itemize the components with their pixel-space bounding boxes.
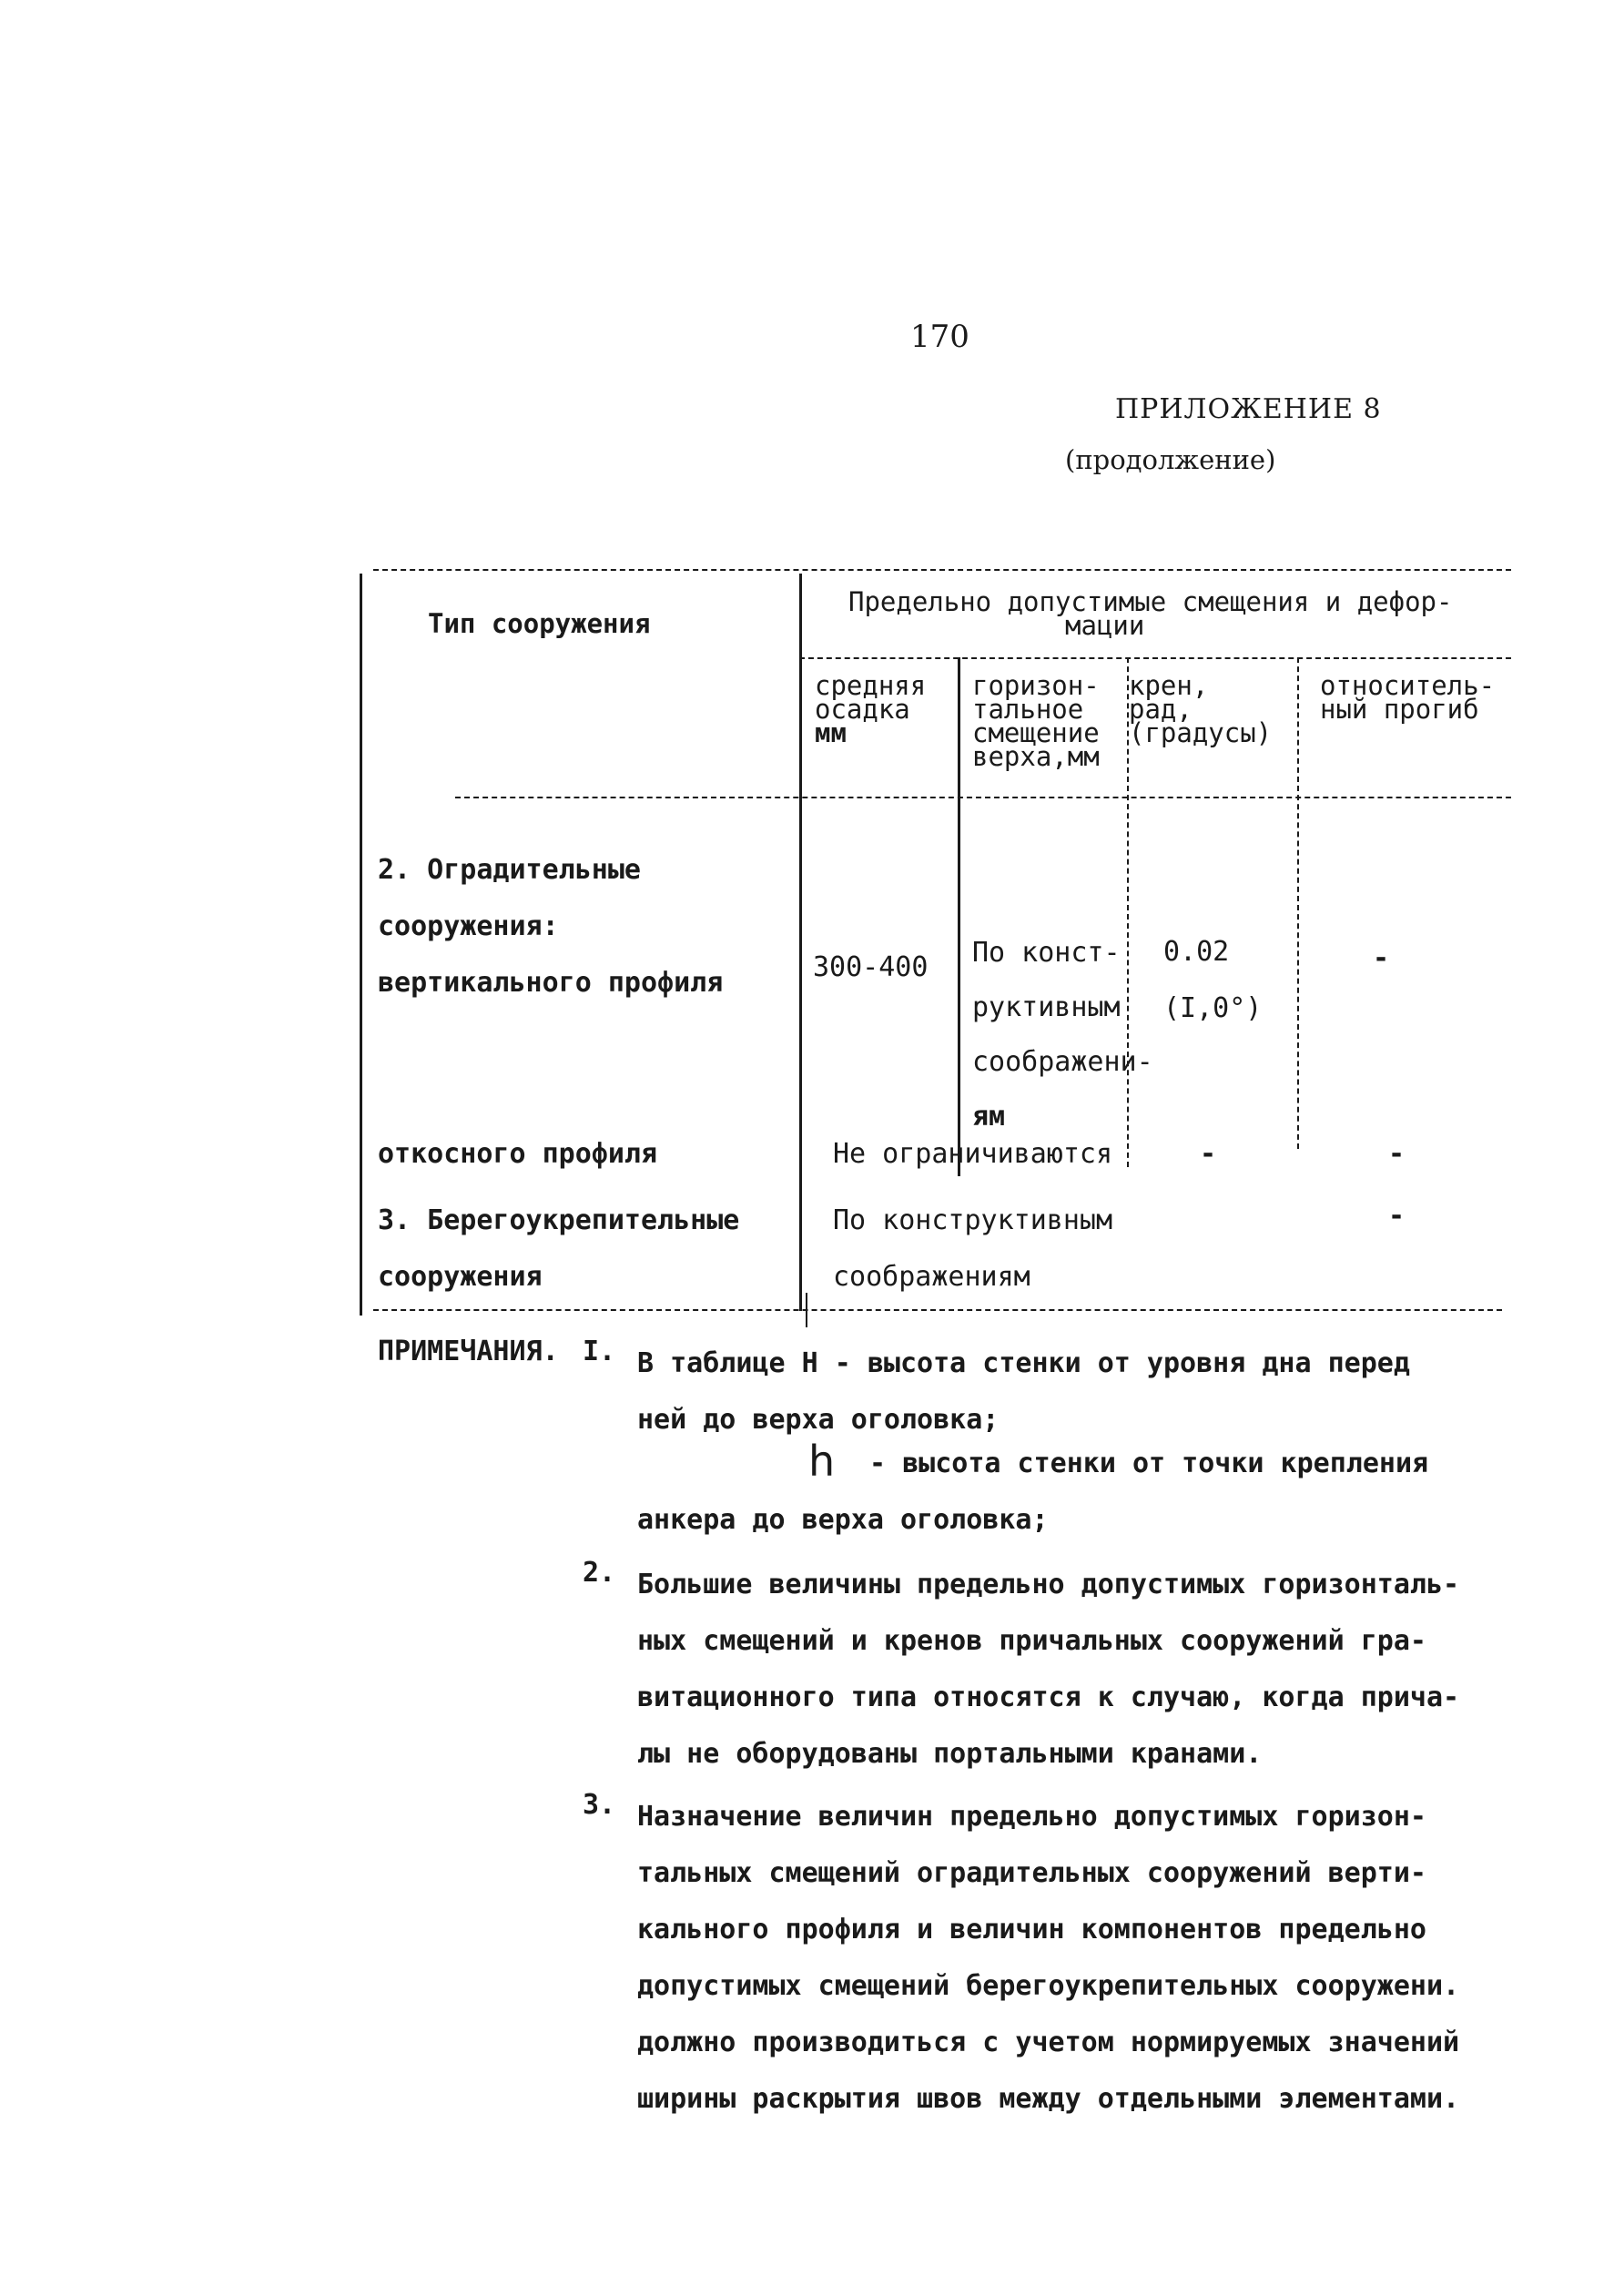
note-1b-line2: анкера до верха оголовка; <box>637 1504 1049 1536</box>
page-number: 170 <box>910 319 969 355</box>
header-structure-type: Тип сооружения <box>428 608 651 639</box>
header-group-title: Предельно допустимые смещения и дефор- <box>848 586 1453 617</box>
row-slope-profile-name: откосного профиля <box>378 1138 658 1170</box>
row-protective-vertical-horizontal: По конст- руктивным соображени- ям <box>972 937 1153 1133</box>
column-divider-1 <box>799 574 802 1311</box>
row-shore-protection-deflection: - <box>1388 1200 1406 1232</box>
header-avg-settlement: средняя осадка мм <box>815 670 927 748</box>
header-group-title-cont: мации <box>1065 610 1145 641</box>
row-protective-vertical-settlement: 300-400 <box>813 951 929 983</box>
notes-label: ПРИМЕЧАНИЯ. <box>378 1336 559 1367</box>
appendix-title: ПРИЛОЖЕНИЕ 8 <box>1115 393 1382 425</box>
bottom-tick <box>806 1293 807 1327</box>
row-protective-vertical-roll: 0.02 (I,0°) <box>1163 936 1263 1024</box>
header-bottom-rule <box>455 797 1511 798</box>
column-divider-2 <box>958 657 960 1176</box>
note-3-number: 3. <box>583 1789 616 1821</box>
row-shore-protection-name: 3. Берегоукрепительные сооружения <box>378 1204 740 1293</box>
note-2-text: Большие величины предельно допустимых горизонталь- ных смещений и кренов причальных сооружений гра- витационного типа относятся к случаю, когда прича- лы не оборудованы портальными кранами. <box>637 1569 1460 1770</box>
note-2-number: 2. <box>583 1557 616 1589</box>
row-shore-protection-settlement: По конструктивным соображениям <box>833 1204 1113 1293</box>
h-symbol: h <box>808 1437 836 1486</box>
table-left-border <box>360 574 362 1316</box>
table-top-rule <box>373 569 1511 571</box>
row-slope-profile-deflection: - <box>1388 1138 1406 1170</box>
row-slope-profile-roll: - <box>1200 1138 1217 1170</box>
header-roll: крен, рад, (градусы) <box>1129 670 1273 748</box>
appendix-subtitle: (продолжение) <box>1065 444 1276 475</box>
note-1-text: В таблице Н - высота стенки от уровня дна перед ней до верха оголовка; <box>637 1347 1410 1436</box>
row-slope-profile-settlement: Не ограничиваются <box>833 1138 1113 1170</box>
column-divider-4 <box>1297 657 1299 1149</box>
note-3-text: Назначение величин предельно допустимых горизон- тальных смещений оградительных сооружений верти- кального профиля и величин компонентов предельно допустимых смещений берегоукрепительных сооружени. должно производиться с учетом нормируемых значений ширины раскрытия швов между отдельными элементами. <box>637 1801 1460 2115</box>
note-1b-line1: - высота стенки от точки крепления <box>869 1448 1429 1479</box>
row-protective-vertical-name: 2. Оградительные сооружения: вертикального профиля <box>378 854 724 999</box>
row-protective-vertical-deflection: - <box>1373 942 1390 974</box>
header-horizontal-shift: горизон- тальное смещение верха,мм <box>972 670 1100 772</box>
subheader-rule <box>799 657 1511 659</box>
table-bottom-rule <box>373 1309 1502 1311</box>
header-relative-deflection: относитель- ный прогиб <box>1320 670 1496 725</box>
note-1-number: I. <box>583 1336 616 1367</box>
